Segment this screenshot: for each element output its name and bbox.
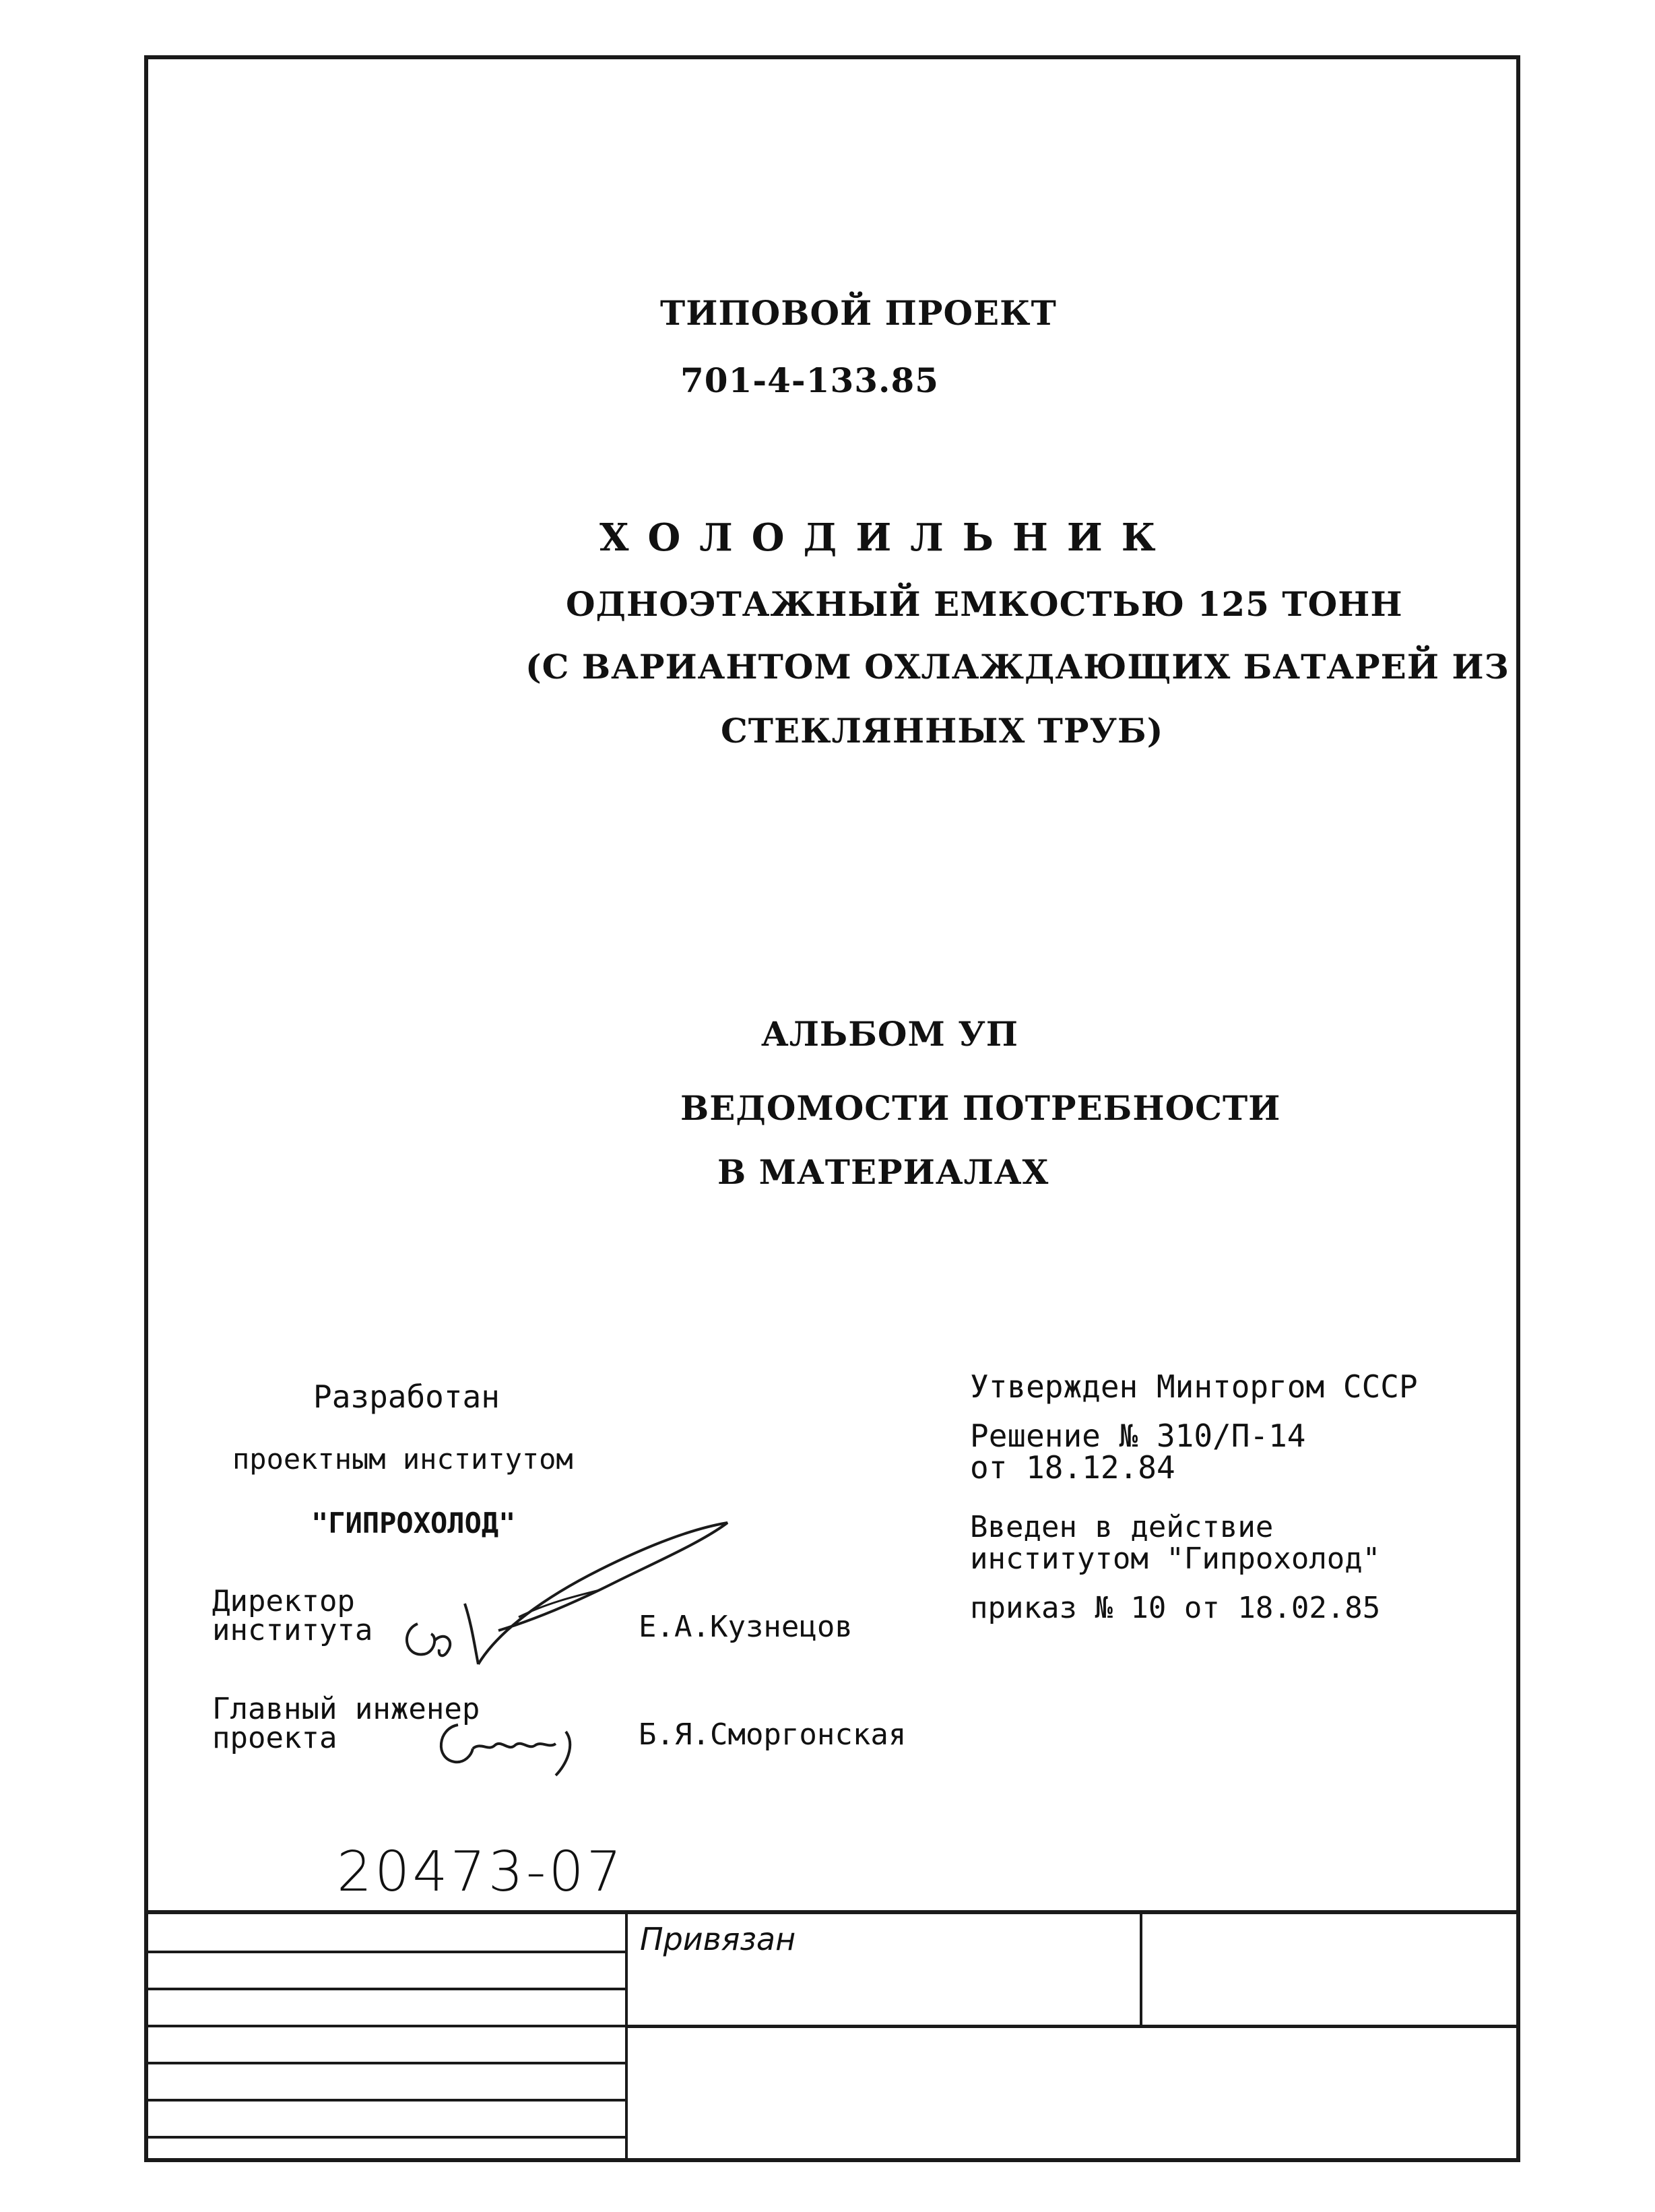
album-description-2: В МАТЕРИАЛАХ: [717, 1152, 1049, 1192]
stamp-row-line-1: [144, 1951, 625, 1953]
approval-decision: Решение № 310/П-14: [970, 1418, 1306, 1454]
approval-authority: Утвержден Минторгом СССР: [970, 1368, 1418, 1405]
stamp-middle-line: [625, 2025, 1520, 2028]
stamp-row-line-5: [144, 2099, 625, 2102]
engineer-name: Б.Я.Сморгонская: [639, 1717, 907, 1752]
stamp-top-border: [144, 1910, 1520, 1914]
enactment-order: приказ № 10 от 18.02.85: [970, 1591, 1381, 1625]
doc-type: ТИПОВОЙ ПРОЕКТ: [660, 293, 1057, 333]
director-role-2: института: [212, 1613, 373, 1647]
enactment-label: Введен в действие: [970, 1510, 1274, 1544]
object-title: ХОЛОДИЛЬНИК: [599, 515, 1175, 560]
stamp-row-line-4: [144, 2062, 625, 2064]
developer-name: "ГИПРОХОЛОД": [311, 1507, 516, 1540]
album-description-1: ВЕДОМОСТИ ПОТРЕБНОСТИ: [680, 1088, 1281, 1128]
object-subtitle-2: (С ВАРИАНТОМ ОХЛАЖДАЮЩИХ БАТАРЕЙ ИЗ: [525, 647, 1510, 687]
object-subtitle-1: ОДНОЭТАЖНЫЙ ЕМКОСТЬЮ 125 ТОНН: [566, 584, 1403, 624]
stamp-row-line-3: [144, 2025, 625, 2027]
bound-label: Привязан: [640, 1921, 796, 1957]
developed-by-institute: проектным институтом: [232, 1443, 573, 1476]
director-name: Е.А.Кузнецов: [639, 1610, 853, 1644]
director-role-1: Директор: [212, 1584, 355, 1618]
engineer-role-2: проекта: [212, 1721, 337, 1755]
stamp-row-line-2: [144, 1988, 625, 1990]
enactment-institute: институтом "Гипрохолод": [970, 1542, 1381, 1576]
engineer-role-1: Главный инженер: [212, 1692, 480, 1726]
stamp-row-line-6: [144, 2136, 625, 2139]
stamp-divider-right: [1140, 1910, 1142, 2026]
stamp-divider-left: [625, 1910, 628, 2162]
object-subtitle-3: СТЕКЛЯННЫХ ТРУБ): [721, 711, 1164, 751]
developed-by-label: Разработан: [313, 1379, 500, 1415]
approval-date: от 18.12.84: [970, 1449, 1175, 1486]
album-number: АЛЬБОМ УП: [761, 1014, 1019, 1054]
engineer-signature: [431, 1711, 606, 1779]
project-number: 701-4-133.85: [680, 360, 940, 400]
director-signature: [397, 1496, 734, 1671]
inventory-number: 20473-07: [337, 1840, 624, 1904]
